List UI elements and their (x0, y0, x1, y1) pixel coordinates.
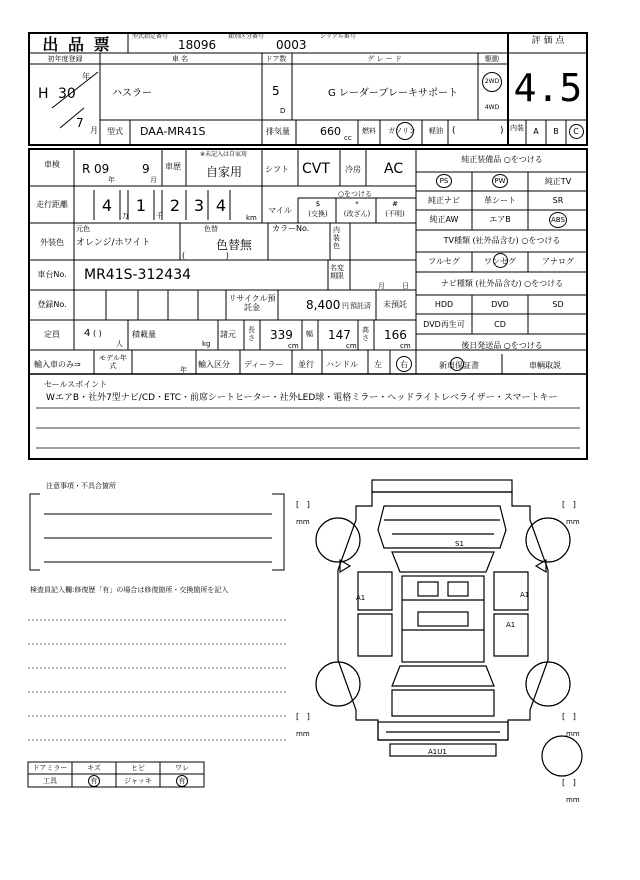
mm-rear-left: mm (296, 730, 310, 738)
model-label: 型式 (107, 127, 123, 136)
first-reg-month: 7 (76, 116, 84, 130)
color-no-label: カラーNo. (272, 224, 310, 233)
load-unit: kg (202, 340, 211, 348)
interior-grade-b: B (553, 127, 559, 136)
name-change-label: 名変期限 (330, 264, 344, 280)
bracket-rear-right: [ ] (562, 712, 576, 721)
mile-label: マイル (268, 206, 292, 215)
class-no: 0003 (276, 38, 307, 52)
drive-2wd: 2WD (484, 78, 500, 85)
interior-grade-c: C (573, 127, 579, 136)
bracket-spare: [ ] (562, 778, 576, 787)
name-change-month: 月 (378, 282, 385, 290)
displacement-label: 排気量 (266, 127, 290, 136)
history-label: 車歴 (165, 162, 181, 171)
fuel-gasoline: ガソリン (388, 127, 416, 135)
inspection-label: 車検 (44, 160, 60, 169)
tv-title: TV種類 (社外品含む) ○をつける (443, 236, 561, 245)
inspection-year: 09 (94, 162, 110, 176)
tampered-label: (改ざん) (343, 210, 371, 218)
bracket-front-left: [ ] (296, 500, 310, 509)
equip-ps: PS (439, 177, 449, 185)
fuel-paren: ( (452, 126, 456, 136)
first-reg-year-unit: 年 (82, 72, 90, 81)
drive-4wd: 4WD (484, 104, 500, 111)
navi-title: ナビ種類 (社外品含む) ○をつける (440, 279, 564, 288)
capacity-value: 4 (84, 328, 91, 339)
navi-hdd: HDD (434, 300, 454, 309)
inspector-note: 検査員記入欄:修復歴「有」の場合は修復箇所・交換箇所を記入 (30, 586, 229, 594)
first-reg-year: 30 (58, 86, 76, 102)
inspection-era: R (82, 162, 91, 176)
form-no-label: 型式指定番号 (132, 33, 169, 40)
mark-s1: S1 (455, 540, 464, 548)
model-year-label: モデル年式 (99, 354, 127, 370)
fuel-label: 燃料 (362, 127, 376, 135)
equip-aw: 純正AW (429, 215, 459, 224)
length-unit: cm (288, 342, 299, 350)
interior-label: 内装 (510, 124, 524, 132)
tv-oneseg: ワンセグ (484, 257, 516, 266)
later-manual: 車輌取説 (529, 361, 561, 370)
legend-jack-value: 有 (178, 777, 186, 785)
mileage-digit: 1 (135, 195, 147, 215)
unknown-symbol: # (392, 200, 398, 208)
displacement-value: 660 (320, 125, 341, 138)
mileage-man: 万 (122, 212, 129, 220)
import-type-label: 輸入区分 (198, 360, 230, 369)
legend-scratch: キズ (87, 764, 101, 772)
handle-left: 左 (374, 360, 382, 369)
parallel: 並行 (298, 360, 314, 369)
fuel-diesel: 軽油 (429, 127, 443, 135)
form-no: 18096 (178, 38, 217, 52)
mileage-digit: 2 (169, 195, 181, 215)
color-orig-label: 元色 (76, 225, 90, 233)
shift-label: シフト (265, 165, 289, 174)
bracket-rear-left: [ ] (296, 712, 310, 721)
car-name: ハスラー (112, 88, 152, 99)
import-label: 輸入車のみ⇒ (34, 360, 81, 369)
ac-value: AC (384, 161, 404, 177)
mm-front-right: mm (566, 518, 580, 526)
equip-sr: SR (552, 196, 564, 205)
length-label: 長さ (248, 326, 255, 342)
height-label: 高さ (362, 326, 369, 342)
displacement-unit: cc (344, 134, 352, 142)
mileage-label: 走行距離 (36, 200, 68, 209)
serial-label: シリアル番号 (320, 33, 356, 40)
shift-value: CVT (302, 161, 330, 177)
grade-value: G レーダーブレーキサポート (328, 88, 459, 99)
mark-a1-right: A1 (520, 591, 530, 599)
chassis-label: 車台No. (37, 270, 67, 279)
navi-sd: SD (552, 300, 564, 309)
model-value: DAA-MR41S (140, 125, 206, 138)
first-reg-month-unit: 月 (90, 126, 98, 135)
bracket-front-right: [ ] (562, 500, 576, 509)
sales-label: セールスポイント (44, 380, 108, 389)
equip-airbag: エアB (489, 215, 511, 224)
mm-front-left: mm (296, 518, 310, 526)
navi-cd: CD (494, 320, 506, 329)
inspection-year-unit: 年 (108, 176, 115, 184)
navi-dvd: DVD (491, 300, 509, 309)
exchange-label: (交換) (308, 210, 328, 218)
later-warranty: 新車保証書 (439, 361, 479, 370)
mileage-km: km (246, 214, 257, 222)
load-label: 積載量 (132, 330, 156, 339)
tampered-symbol: * (355, 200, 359, 208)
history-value: 自家用 (206, 165, 243, 179)
door-d: D (280, 107, 286, 115)
capacity-paren: ( ) (93, 329, 102, 338)
legend-door-mirror: ドアミラー (32, 764, 68, 772)
page-title: 出 品 票 (42, 34, 112, 54)
dealer: ディーラー (244, 360, 284, 369)
recycle-unit: 円 (342, 302, 349, 310)
score-value: 4.5 (513, 66, 583, 110)
doors-label: ドア数 (265, 55, 287, 63)
mark-a1u1: A1U1 (428, 748, 447, 756)
notes-label: 注意事項・不具合箇所 (46, 482, 116, 490)
equip-pw: PW (494, 177, 506, 185)
legend-tools-value: 有 (90, 777, 98, 785)
capacity-unit: 人 (116, 340, 123, 348)
tv-analog: アナログ (542, 257, 574, 266)
drive-label: 駆動 (485, 55, 499, 63)
grade-label: グ レ ー ド (367, 55, 402, 63)
tv-fullseg: フルセグ (428, 257, 460, 266)
equip-tv: 純正TV (544, 177, 572, 186)
color-change-label: 色替 (204, 225, 218, 233)
mileage-digit: 4 (215, 195, 227, 215)
interior-color-label: 内装色 (333, 226, 340, 250)
first-reg-label: 初年度登録 (47, 55, 83, 63)
height-unit: cm (400, 342, 411, 350)
unknown-label: (不明) (385, 210, 405, 218)
mm-rear-right: mm (566, 730, 580, 738)
mile-options-note: ○をつける (337, 190, 373, 198)
color-change-paren: ( ) (182, 251, 229, 260)
legend-jack: ジャッキ (124, 777, 152, 785)
score-label: 評 価 点 (531, 36, 565, 46)
mark-a1-left: A1 (356, 594, 366, 602)
mark-a1-right-lower: A1 (506, 621, 516, 629)
equip-leather: 革シート (484, 196, 516, 205)
length-value: 339 (270, 328, 293, 342)
width-value: 147 (328, 328, 351, 342)
exchange-symbol: $ (315, 200, 321, 208)
history-note: ※未記入は自家用 (200, 151, 248, 158)
navi-dvd-play: DVD再生可 (423, 320, 465, 329)
color-change-value: 色替無 (216, 238, 253, 252)
later-title: 後日発送品 ○をつける (461, 341, 543, 350)
dims-label: 諸元 (220, 330, 236, 339)
width-label: 幅 (306, 330, 313, 338)
first-reg-era: H (38, 86, 49, 102)
class-no-label: 類別区分番号 (228, 33, 265, 40)
recycle-value: 8,400 (306, 298, 341, 312)
model-year-unit: 年 (180, 366, 187, 374)
name-change-day: 日 (402, 282, 409, 290)
color-value: オレンジ/ホワイト (76, 238, 151, 248)
legend-crack: ヒビ (131, 764, 145, 772)
mm-spare: mm (566, 796, 580, 804)
fuel-paren-close: ) (500, 126, 504, 136)
doors-value: 5 (272, 84, 280, 98)
equip-navi: 純正ナビ (428, 196, 460, 205)
ac-label: 冷房 (345, 165, 361, 174)
inspection-month: 9 (142, 162, 150, 176)
mileage-digit: 3 (193, 195, 205, 215)
reg-label: 登録No. (37, 300, 67, 309)
equip-title: 純正装備品 ○をつける (461, 155, 543, 164)
legend-broken: ワレ (175, 764, 189, 772)
mileage-digit: 4 (101, 195, 113, 215)
interior-grade-a: A (533, 127, 539, 136)
mileage-sen: 千 (156, 212, 163, 220)
handle-label: ハンドル (326, 360, 358, 369)
legend-tools: 工具 (43, 777, 57, 785)
capacity-label: 定員 (44, 330, 60, 339)
handle-right: 右 (400, 359, 408, 369)
height-value: 166 (384, 328, 407, 342)
recycle-unpaid: 未預託 (383, 300, 407, 309)
sales-text: WエアB・社外7型ナビ/CD・ETC・前席シートヒーター・社外LED球・電格ミラー・ヘッドライトレベライザー・スマートキー (46, 393, 558, 403)
inspection-month-unit: 月 (150, 176, 157, 184)
recycle-status: 預託済 (350, 302, 371, 310)
color-label: 外装色 (40, 238, 64, 247)
car-name-label: 車 名 (171, 55, 189, 63)
width-unit: cm (346, 342, 357, 350)
equip-abs: ABS (551, 216, 565, 224)
recycle-label: リサイクル預託金 (228, 294, 276, 312)
chassis-value: MR41S-312434 (84, 267, 192, 283)
